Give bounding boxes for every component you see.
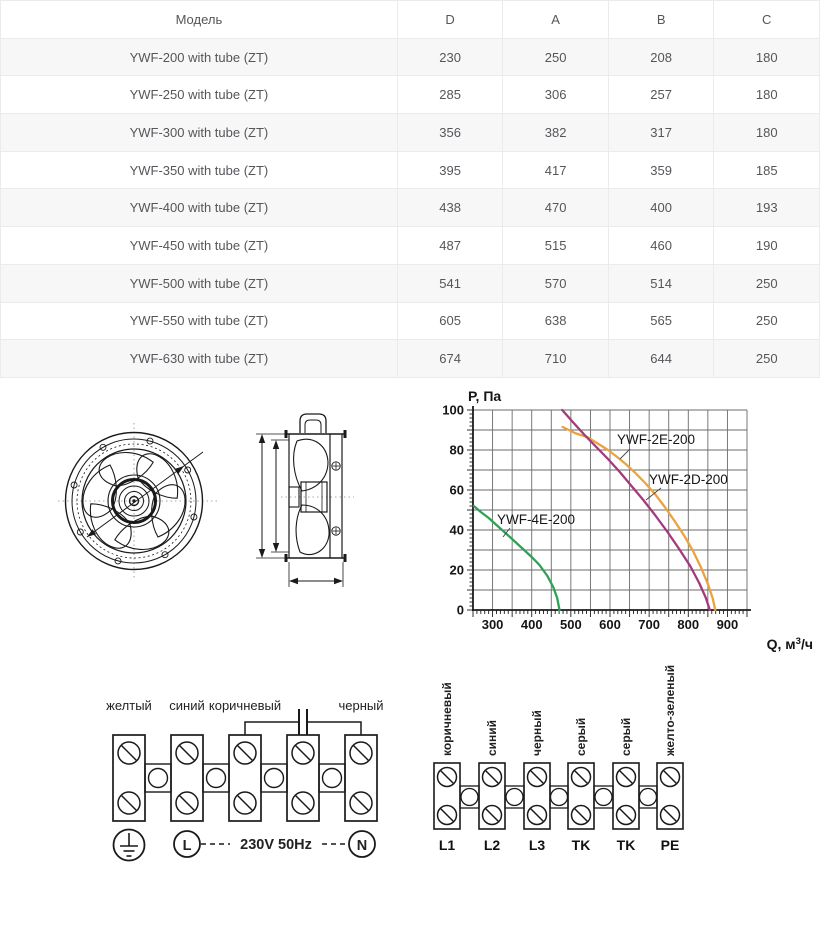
connector-hole <box>207 769 226 788</box>
y-tick-label: 60 <box>449 482 464 498</box>
wiring-diagram-terminals <box>425 664 707 860</box>
table-header-row <box>1 1 820 39</box>
dim-cell: 565 <box>608 302 714 340</box>
dim-cell: 438 <box>397 189 503 227</box>
x-axis-title: Q, $м^3/ч$ <box>766 636 813 652</box>
terminal-block <box>113 735 145 821</box>
x-tick-label: 400 <box>520 617 543 632</box>
x-tick-label: 700 <box>638 617 660 632</box>
dim-cell: 395 <box>397 151 503 189</box>
table-row <box>1 340 820 378</box>
terminal-block <box>229 735 261 821</box>
dim-cell: 359 <box>608 151 714 189</box>
model-cell: YWF-200 with tube (ZT) <box>1 38 398 76</box>
dim-cell: 180 <box>714 114 820 152</box>
spec-table-header <box>1 1 820 39</box>
dim-cell: 605 <box>397 302 503 340</box>
dim-cell: 417 <box>503 151 609 189</box>
dim-cell: 470 <box>503 189 609 227</box>
dim-cell: 230 <box>397 38 503 76</box>
dim-cell: 208 <box>608 38 714 76</box>
voltage-label: 230V 50Hz <box>240 837 312 853</box>
terminal-block <box>171 735 203 821</box>
wire-color-label: синий <box>169 698 205 713</box>
model-cell: YWF-250 with tube (ZT) <box>1 76 398 114</box>
table-row <box>1 114 820 152</box>
wire-color-label: синий <box>485 719 499 756</box>
model-cell: YWF-500 with tube (ZT) <box>1 264 398 302</box>
terminal-label: TK <box>571 837 591 853</box>
dim-cell: 514 <box>608 264 714 302</box>
connector-hole <box>265 769 284 788</box>
column-header-A: A <box>503 1 609 39</box>
model-cell: YWF-630 with tube (ZT) <box>1 340 398 378</box>
fan-technical-drawing <box>45 390 375 605</box>
dim-cell: 180 <box>714 76 820 114</box>
connector-hole <box>461 789 478 806</box>
table-row <box>1 38 820 76</box>
wire-color-label: желто-зеленый <box>663 664 677 756</box>
curve-label: YWF-4E-200 <box>497 512 576 527</box>
wire-color-label: серый <box>619 717 633 756</box>
table-row <box>1 264 820 302</box>
dim-cell: 487 <box>397 227 503 265</box>
dim-cell: 644 <box>608 340 714 378</box>
terminal-label: PE <box>660 837 680 853</box>
table-row <box>1 302 820 340</box>
dim-cell: 250 <box>503 38 609 76</box>
y-axis-title: P, Па <box>468 388 502 404</box>
terminal-label: TK <box>616 837 636 853</box>
y-tick-label: 40 <box>449 522 464 538</box>
wire-color-label: черный <box>530 710 544 756</box>
line-label: L <box>182 838 192 854</box>
terminal-block <box>345 735 377 821</box>
column-header-D: D <box>397 1 503 39</box>
wire-color-label: черный <box>338 698 384 713</box>
dim-cell: 356 <box>397 114 503 152</box>
model-cell: YWF-450 with tube (ZT) <box>1 227 398 265</box>
table-row <box>1 151 820 189</box>
dim-cell: 400 <box>608 189 714 227</box>
dim-cell: 674 <box>397 340 503 378</box>
model-cell: YWF-550 with tube (ZT) <box>1 302 398 340</box>
column-header-B: B <box>608 1 714 39</box>
model-cell: YWF-350 with tube (ZT) <box>1 151 398 189</box>
x-tick-label: 500 <box>560 617 582 632</box>
connector-hole <box>323 769 342 788</box>
column-header-C: C <box>714 1 820 39</box>
dim-cell: 306 <box>503 76 609 114</box>
neutral-label: N <box>356 838 368 854</box>
dim-cell: 541 <box>397 264 503 302</box>
curve-label: YWF-2D-200 <box>649 472 728 487</box>
wiring-diagram-single-phase <box>85 690 400 870</box>
dim-cell: 193 <box>714 189 820 227</box>
table-row <box>1 227 820 265</box>
y-tick-label: 20 <box>449 562 464 578</box>
connector-hole <box>640 789 657 806</box>
wire-color-label: серый <box>574 717 588 756</box>
y-tick-label: 80 <box>449 442 464 458</box>
dim-cell: 710 <box>503 340 609 378</box>
x-tick-label: 600 <box>599 617 621 632</box>
dim-cell: 317 <box>608 114 714 152</box>
connector-hole <box>551 789 568 806</box>
table-row <box>1 189 820 227</box>
x-tick-label: 300 <box>481 617 504 632</box>
connector-hole <box>506 789 523 806</box>
dim-cell: 250 <box>714 264 820 302</box>
dim-cell: 250 <box>714 340 820 378</box>
connector-hole <box>595 789 612 806</box>
dim-cell: 638 <box>503 302 609 340</box>
x-tick-label: 800 <box>677 617 700 632</box>
curve-label: YWF-2E-200 <box>617 432 696 447</box>
performance-chart <box>430 388 820 665</box>
column-header-model: Модель <box>1 1 398 39</box>
y-tick-label: 0 <box>456 602 464 618</box>
dim-cell: 382 <box>503 114 609 152</box>
connector-hole <box>149 769 168 788</box>
model-cell: YWF-400 with tube (ZT) <box>1 189 398 227</box>
dim-cell: 185 <box>714 151 820 189</box>
dim-cell: 250 <box>714 302 820 340</box>
model-cell: YWF-300 with tube (ZT) <box>1 114 398 152</box>
curve-YWF-2E-200 <box>563 427 716 610</box>
dim-cell: 180 <box>714 38 820 76</box>
terminal-label: L3 <box>528 837 546 853</box>
terminal-label: L2 <box>483 837 501 853</box>
spec-table <box>0 0 820 378</box>
dim-cell: 460 <box>608 227 714 265</box>
dim-cell: 570 <box>503 264 609 302</box>
dim-cell: 515 <box>503 227 609 265</box>
wire-color-label: коричневый <box>440 682 454 756</box>
wire-color-label: коричневый <box>208 698 282 713</box>
y-tick-label: 100 <box>442 402 464 418</box>
dim-cell: 257 <box>608 76 714 114</box>
terminal-label: L1 <box>438 837 456 853</box>
dim-cell: 285 <box>397 76 503 114</box>
terminal-block <box>287 735 319 821</box>
x-tick-label: 900 <box>716 617 739 632</box>
table-row <box>1 76 820 114</box>
wire-color-label: желтый <box>106 698 152 713</box>
dim-cell: 190 <box>714 227 820 265</box>
